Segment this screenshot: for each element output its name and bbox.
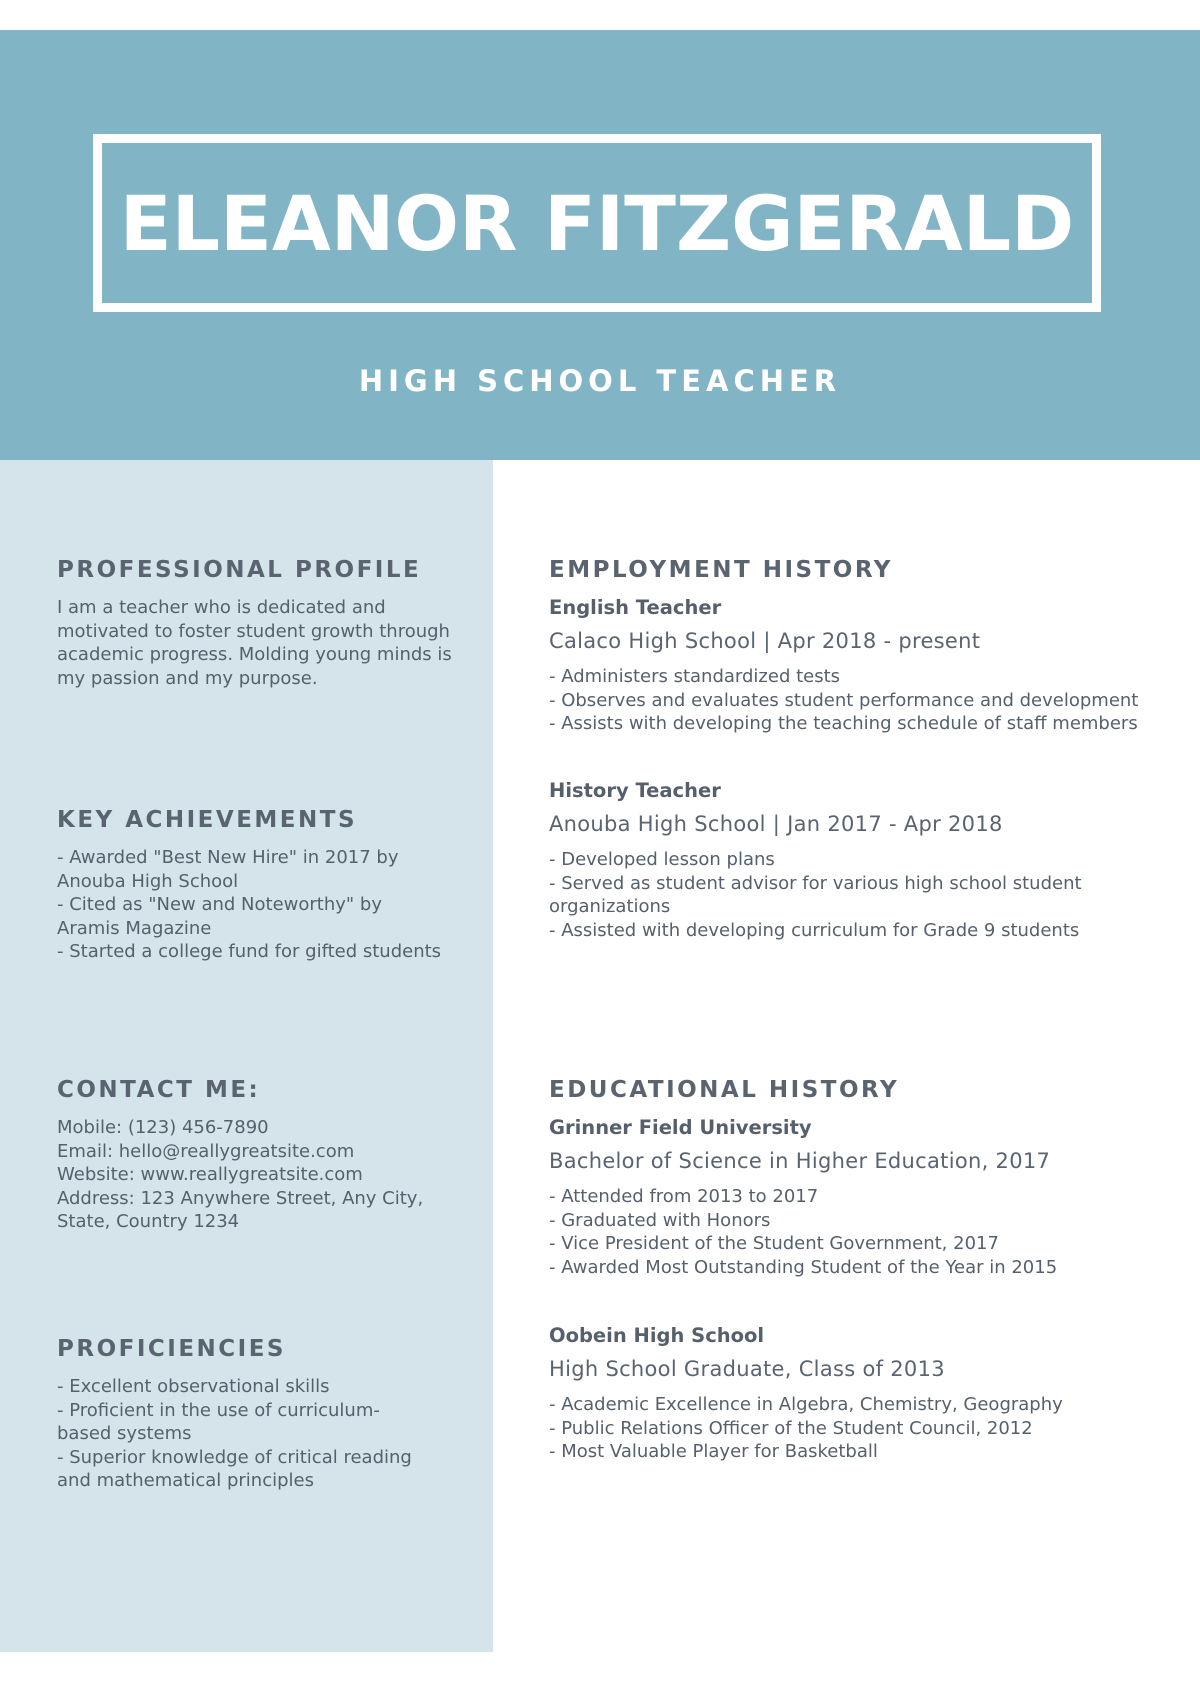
school-entry [549, 1116, 1169, 1279]
list-item: - Public Relations Officer of the Student Council, 2012 [549, 1417, 1033, 1439]
list-item: - Attended from 2013 to 2017 [549, 1186, 819, 1207]
achievements-list [57, 846, 477, 964]
education-heading: EDUCATIONAL HISTORY [549, 1077, 900, 1103]
job-title-2: History Teacher [549, 779, 721, 802]
achievements-heading: KEY ACHIEVEMENTS [57, 807, 358, 833]
contact-website: Website: www.reallygreatsite.com [57, 1164, 363, 1185]
contact-address-cont: State, Country 1234 [57, 1211, 240, 1232]
list-item: - Developed lesson plans [549, 849, 775, 870]
list-item: - Vice President of the Student Government, 2017 [549, 1233, 999, 1254]
profile-heading: PROFESSIONAL PROFILE [57, 557, 422, 583]
job-subtitle-1: Calaco High School | Apr 2018 - present [549, 629, 981, 653]
school-title-2: Oobein High School [549, 1324, 765, 1347]
profile-section [57, 557, 457, 690]
school-title-1: Grinner Field University [549, 1116, 812, 1139]
education-section [549, 1077, 1169, 1279]
job-entry-2 [549, 779, 1169, 942]
job-title-1: English Teacher [549, 596, 722, 619]
list-item: - Awarded Most Outstanding Student of the Year in 2015 [549, 1256, 1058, 1278]
job-entry [549, 596, 1169, 736]
header-banner [0, 30, 1200, 460]
employment-heading: EMPLOYMENT HISTORY [549, 557, 893, 583]
contact-section [57, 1077, 477, 1234]
school-subtitle-2: High School Graduate, Class of 2013 [549, 1357, 945, 1381]
list-item: Anouba High School [57, 870, 239, 892]
list-item: organizations [549, 896, 671, 917]
person-name: ELEANOR FITZGERALD [119, 178, 1075, 268]
school-details-1 [549, 1185, 1169, 1279]
proficiencies-list [57, 1375, 477, 1493]
contact-mobile: Mobile: (123) 456-7890 [57, 1117, 269, 1138]
list-item: - Superior knowledge of critical reading [57, 1446, 412, 1468]
list-item: - Academic Excellence in Algebra, Chemistry, Geography [549, 1394, 1063, 1415]
list-item: - Proficient in the use of curriculum- [57, 1399, 380, 1421]
name-frame [93, 134, 1101, 312]
list-item: - Cited as "New and Noteworthy" by [57, 894, 382, 915]
list-item: and mathematical principles [57, 1470, 314, 1491]
contact-email: Email: hello@reallygreatsite.com [57, 1140, 355, 1162]
achievements-section [57, 807, 477, 964]
list-item: - Served as student advisor for various high school student [549, 872, 1082, 894]
profile-text: I am a teacher who is dedicated and motivated to foster student growth through academic progress. Molding young minds is my passion and my purpose. [57, 597, 452, 689]
list-item: - Awarded "Best New Hire" in 2017 by [57, 847, 399, 868]
employment-section [549, 557, 1169, 736]
school-details-2 [549, 1393, 1169, 1464]
list-item: - Assisted with developing curriculum for Grade 9 students [549, 919, 1080, 941]
list-item: - Graduated with Honors [549, 1209, 771, 1231]
list-item: - Observes and evaluates student performance and development [549, 689, 1139, 711]
school-entry-2 [549, 1324, 1169, 1464]
job-duties-2 [549, 848, 1169, 942]
list-item: - Started a college fund for gifted students [57, 941, 442, 962]
job-subtitle-2: Anouba High School | Jan 2017 - Apr 2018 [549, 812, 1003, 836]
contact-heading: CONTACT ME: [57, 1077, 261, 1103]
proficiencies-section [57, 1336, 477, 1493]
proficiencies-heading: PROFICIENCIES [57, 1336, 286, 1362]
list-item: Aramis Magazine [57, 917, 212, 939]
list-item: based systems [57, 1423, 192, 1444]
school-subtitle-1: Bachelor of Science in Higher Education, 2017 [549, 1149, 1051, 1173]
contact-address: Address: 123 Anywhere Street, Any City, [57, 1187, 424, 1209]
list-item: - Excellent observational skills [57, 1376, 330, 1397]
list-item: - Most Valuable Player for Basketball [549, 1441, 878, 1462]
job-title: HIGH SCHOOL TEACHER [358, 364, 842, 398]
list-item: - Assists with developing the teaching schedule of staff members [549, 713, 1138, 734]
job-duties-1 [549, 665, 1169, 736]
contact-list [57, 1116, 477, 1234]
list-item: - Administers standardized tests [549, 666, 841, 687]
